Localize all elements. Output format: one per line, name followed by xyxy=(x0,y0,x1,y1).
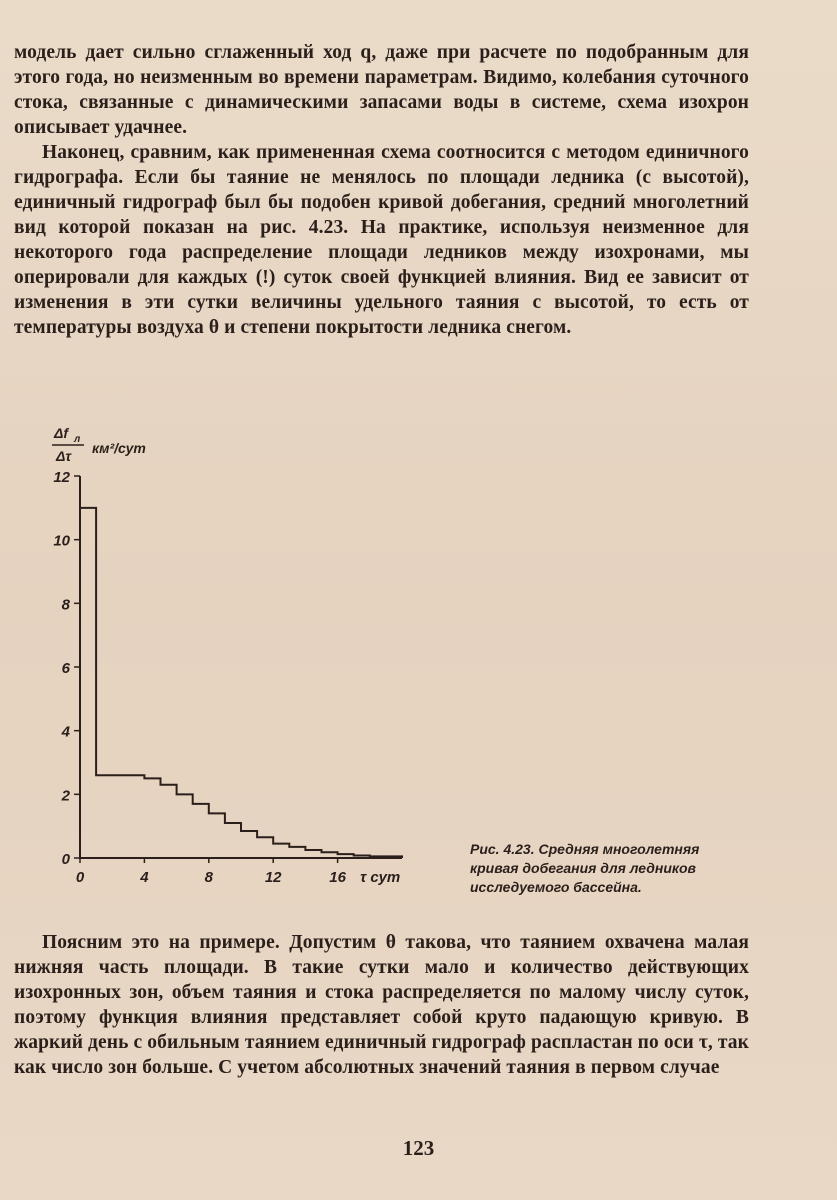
y-tick-label-6: 6 xyxy=(61,660,70,677)
bar-day-12 xyxy=(273,844,289,858)
bar-day-5 xyxy=(161,785,177,858)
paragraph-1-2 xyxy=(14,40,749,340)
paragraph-3-text: Поясним это на примере. Допустим θ такова, что таянием охвачена малая нижняя часть площади. В такие сутки мало и количество действующих изохронных зон, объем таяния и стока распределяется по малому числу суток, поэтому функция влияния представляет собой круто падающую кривую. В жаркий день с обильным таянием единичный гидрограф распластан по оси τ, так как число зон больше. С учетом абсолютных значений таяния в первом случае xyxy=(14,932,749,1078)
y-label-unit: км²/сут xyxy=(92,440,146,456)
paragraph-2: Наконец, сравним, как примененная схема соотносится с методом единичного гидрографа. Если бы таяние не менялось по площади ледника (с высотой), единичный гидрограф был бы подобен кривой добегания, средний многолетний вид которой показан на рис. 4.23. На практике, используя неизменное для некоторого года распределение площади ледников между изохронами, мы оперировали для каждых (!) суток своей функцией влияния. Вид ее зависит от изменения в эти сутки величины удельного таяния с высотой, то есть от температуры воздуха θ и степени покрытости ледника снегом. xyxy=(14,142,749,338)
y-label-subscript: л xyxy=(74,434,81,445)
y-tick-label-0: 0 xyxy=(61,851,70,868)
y-label-denominator: Δτ xyxy=(56,448,72,464)
chart-step-curve xyxy=(80,508,402,858)
y-tick-label-4: 4 xyxy=(61,723,70,741)
bar-day-10 xyxy=(241,831,257,858)
x-tick-label-0: 0 xyxy=(75,869,85,886)
bar-day-7 xyxy=(193,804,209,858)
y-label-numerator: Δf xyxy=(54,425,69,441)
bar-day-14 xyxy=(305,850,321,858)
paragraph-3 xyxy=(14,930,749,1080)
x-tick-label-12: 12 xyxy=(264,869,282,886)
bar-day-8 xyxy=(209,813,225,858)
y-tick-label-8: 8 xyxy=(61,596,70,614)
x-tick-label-16: 16 xyxy=(329,869,346,886)
bar-day-1 xyxy=(96,775,112,858)
figure-caption: Рис. 4.23. Средняя многолетняя кривая добегания для ледников исследуемого бассейна. xyxy=(470,841,700,895)
step-curve-line xyxy=(80,508,402,858)
bar-day-4 xyxy=(144,778,160,858)
chart-ticks xyxy=(53,469,346,886)
x-axis-label: τ сут xyxy=(360,869,401,886)
bar-day-6 xyxy=(177,794,193,858)
bar-day-9 xyxy=(225,823,241,858)
page-number: 123 xyxy=(402,1136,435,1160)
y-tick-label-10: 10 xyxy=(53,532,70,550)
bar-day-2 xyxy=(112,775,128,858)
paragraph-1: модель дает сильно сглаженный ход q, даже при расчете по подобранным для этого года, но неизменным во времени параметрам. Видимо, колебания суточного стока, связанные с динамическими запасами воды в системе, схема изохрон описывает удачнее. xyxy=(14,42,749,138)
bar-day-11 xyxy=(257,837,273,858)
y-tick-label-2: 2 xyxy=(61,787,70,805)
bar-day-0 xyxy=(80,508,96,858)
chart-axes xyxy=(80,476,402,858)
bar-day-13 xyxy=(289,847,305,858)
x-tick-label-8: 8 xyxy=(204,869,213,886)
x-tick-label-4: 4 xyxy=(140,869,149,886)
runoff-curve-chart xyxy=(40,410,420,910)
chart-labels xyxy=(52,425,400,886)
bar-day-3 xyxy=(128,775,144,858)
y-tick-label-12: 12 xyxy=(53,469,70,486)
